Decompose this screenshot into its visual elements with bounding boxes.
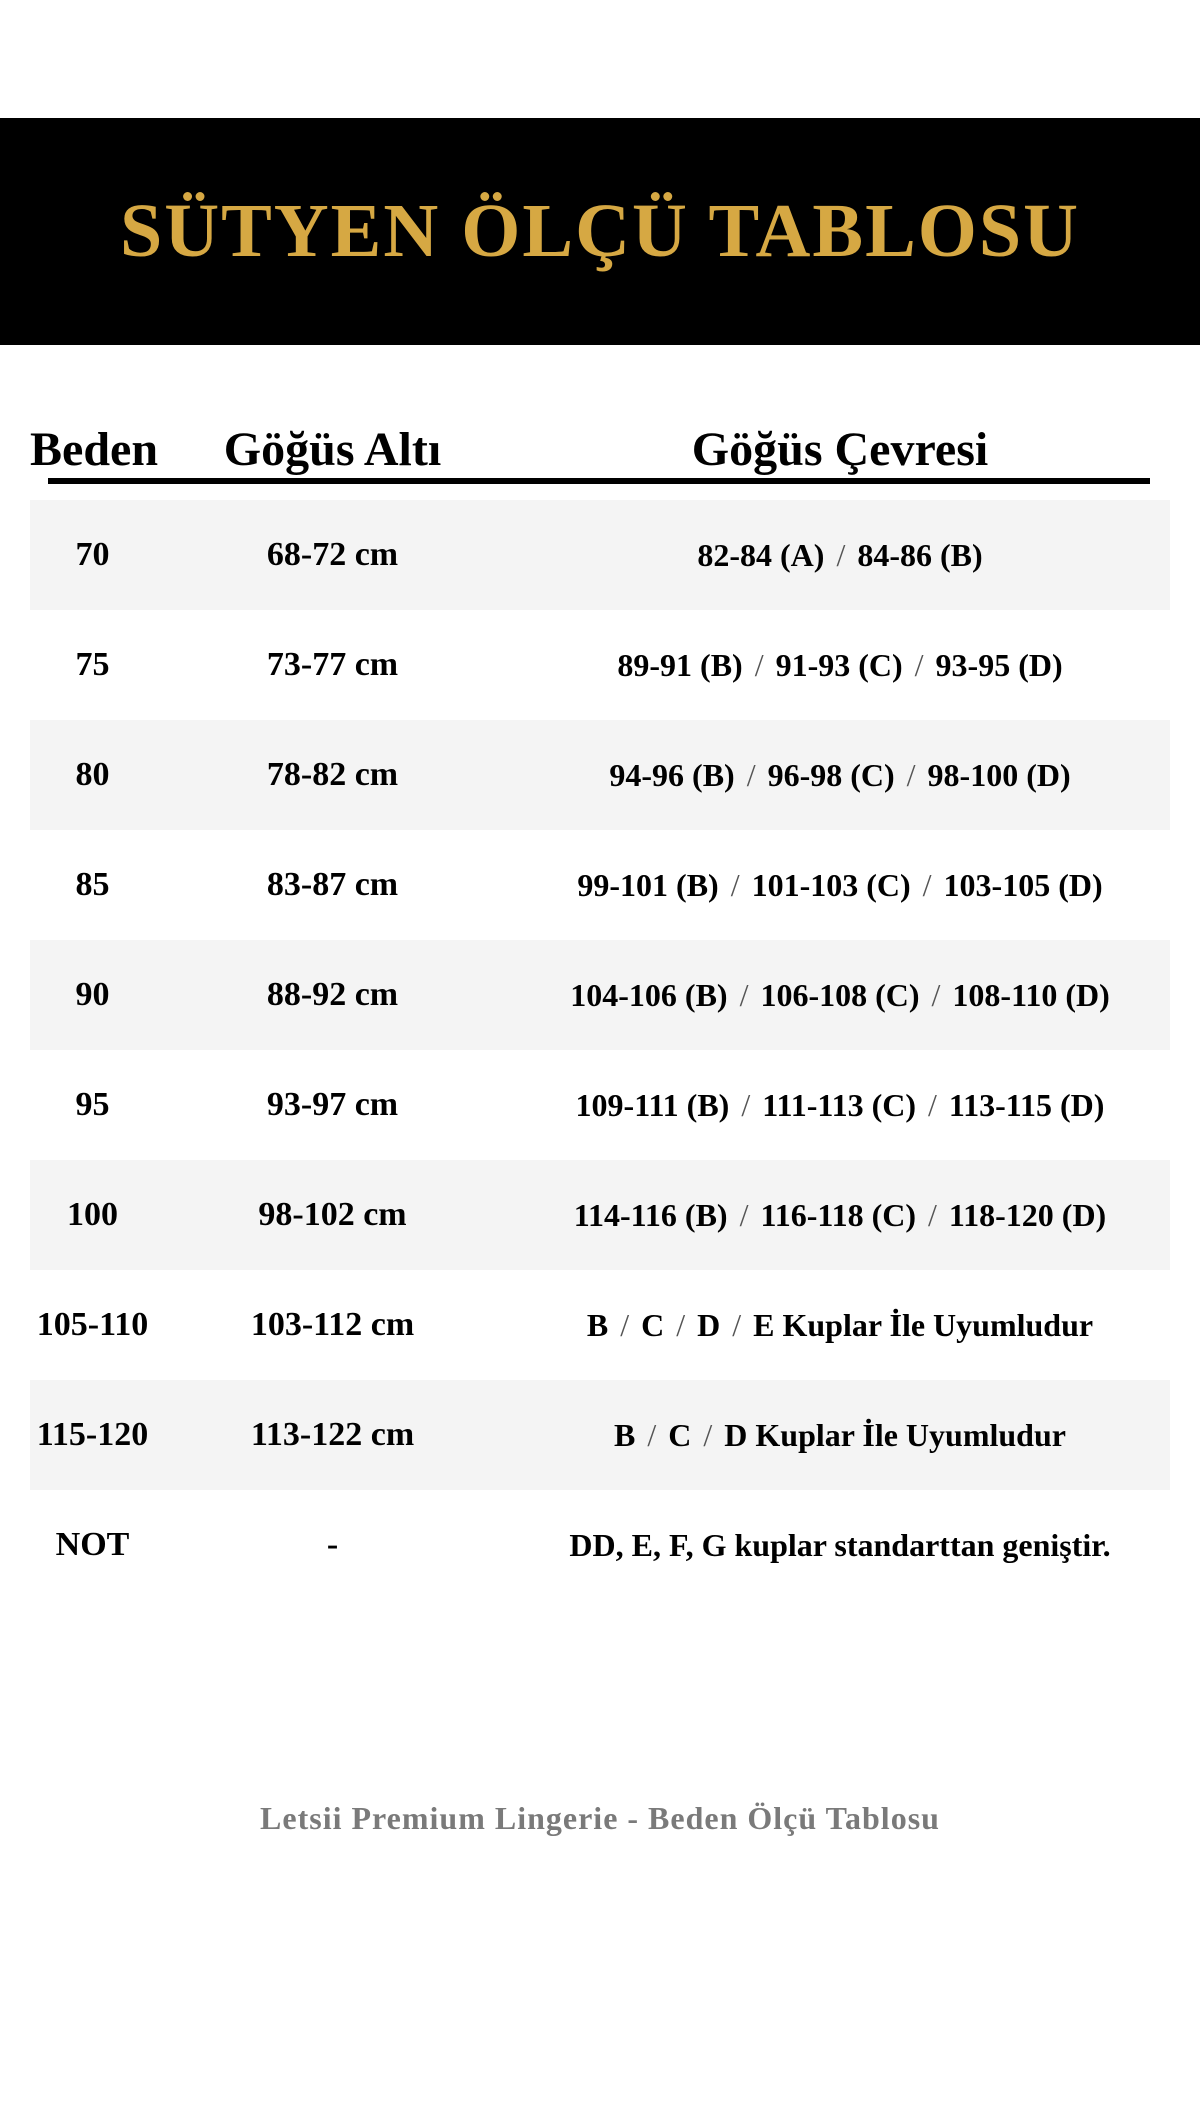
cell-text: 98-100 (D)	[927, 756, 1071, 793]
cell-gogus-alti	[155, 1086, 510, 1124]
cell-gogus-alti	[155, 1526, 510, 1564]
slash-separator: /	[730, 866, 740, 903]
slash-separator: /	[741, 1086, 751, 1123]
cell-text: 100	[67, 1196, 118, 1233]
cell-text: 93-95 (D)	[935, 646, 1063, 683]
cell-gogus-alti	[155, 866, 510, 904]
table-row	[30, 1050, 1170, 1160]
cell-text: DD, E, F, G kuplar standarttan geniştir.	[569, 1526, 1111, 1563]
slash-separator: /	[914, 646, 924, 683]
cell-text: 113-115 (D)	[948, 1086, 1105, 1123]
table-row	[30, 940, 1170, 1050]
cell-text: 103-112 cm	[250, 1306, 415, 1343]
cell-text: 75	[75, 646, 110, 683]
slash-separator: /	[739, 1196, 749, 1233]
table-header-row	[30, 420, 1170, 478]
cell-text: -	[326, 1526, 339, 1563]
cell-text: 96-98 (C)	[767, 756, 895, 793]
cell-text: 80	[75, 756, 110, 793]
cell-text: 73-77 cm	[266, 646, 399, 683]
cell-text: 118-120 (D)	[948, 1196, 1107, 1233]
cell-text: 99-101 (B)	[577, 866, 719, 903]
table-row	[30, 1380, 1170, 1490]
cell-gogus-cevresi	[510, 1087, 1170, 1124]
cell-text: 78-82 cm	[266, 756, 399, 793]
cell-text: 108-110 (D)	[952, 976, 1110, 1013]
cell-text: 82-84 (A)	[697, 536, 825, 573]
cell-text: C	[641, 1306, 665, 1343]
cell-beden	[30, 1416, 155, 1454]
cell-gogus-alti	[155, 1196, 510, 1234]
cell-text: 106-108 (C)	[760, 976, 920, 1013]
table-row	[30, 1270, 1170, 1380]
cell-gogus-alti	[155, 1416, 510, 1454]
cell-gogus-cevresi	[510, 1527, 1170, 1564]
cell-text: 94-96 (B)	[609, 756, 735, 793]
cell-text: 88-92 cm	[266, 976, 399, 1013]
cell-text: 91-93 (C)	[775, 646, 903, 683]
slash-separator: /	[647, 1416, 657, 1453]
table-row	[30, 830, 1170, 940]
slash-separator: /	[620, 1306, 630, 1343]
cell-text: 111-113 (C)	[762, 1086, 916, 1123]
cell-text: 101-103 (C)	[751, 866, 911, 903]
cell-text: 89-91 (B)	[617, 646, 743, 683]
slash-separator: /	[676, 1306, 686, 1343]
cell-text: 85	[75, 866, 110, 903]
cell-gogus-cevresi	[510, 977, 1170, 1014]
cell-text: 109-111 (B)	[575, 1086, 730, 1123]
slash-separator: /	[836, 536, 846, 573]
cell-text: 104-106 (B)	[570, 976, 728, 1013]
footer-caption: Letsii Premium Lingerie - Beden Ölçü Tablosu	[260, 1800, 940, 1836]
slash-separator: /	[931, 976, 941, 1013]
cell-text: 98-102 cm	[258, 1196, 407, 1233]
cell-text: D Kuplar İle Uyumludur	[724, 1416, 1066, 1453]
cell-text: C	[668, 1416, 692, 1453]
slash-separator: /	[906, 756, 916, 793]
cell-beden	[30, 646, 155, 684]
table-row	[30, 1160, 1170, 1270]
cell-text: 84-86 (B)	[857, 536, 983, 573]
cell-gogus-alti	[155, 536, 510, 574]
cell-gogus-alti	[155, 1306, 510, 1344]
table-row	[30, 1490, 1170, 1600]
cell-gogus-alti	[155, 756, 510, 794]
cell-beden	[30, 1526, 155, 1564]
cell-text: B	[614, 1416, 636, 1453]
cell-gogus-alti	[155, 646, 510, 684]
cell-text: D	[697, 1306, 721, 1343]
cell-text: 105-110	[36, 1306, 149, 1343]
table-row	[30, 720, 1170, 830]
slash-separator: /	[746, 756, 756, 793]
cell-beden	[30, 866, 155, 904]
table-body	[30, 500, 1170, 1600]
cell-text: 114-116 (B)	[573, 1196, 728, 1233]
cell-gogus-cevresi	[510, 867, 1170, 904]
cell-gogus-cevresi	[510, 1417, 1170, 1454]
cell-beden	[30, 976, 155, 1014]
cell-beden	[30, 1196, 155, 1234]
cell-gogus-cevresi	[510, 757, 1170, 794]
slash-separator: /	[922, 866, 932, 903]
header-divider	[48, 478, 1150, 484]
cell-text: B	[586, 1306, 609, 1343]
cell-beden	[30, 1086, 155, 1124]
cell-text: 83-87 cm	[266, 866, 399, 903]
table-row	[30, 500, 1170, 610]
cell-gogus-cevresi	[510, 1307, 1170, 1344]
cell-text: 70	[75, 536, 110, 573]
cell-gogus-cevresi	[510, 1197, 1170, 1234]
header-gogus-alti: Göğüs Altı	[223, 422, 442, 476]
page-title: SÜTYEN ÖLÇÜ TABLOSU	[119, 189, 1081, 273]
slash-separator: /	[739, 976, 749, 1013]
cell-text: 115-120	[36, 1416, 149, 1453]
cell-gogus-alti	[155, 976, 510, 1014]
cell-beden	[30, 1306, 155, 1344]
header-beden: Beden	[30, 422, 159, 476]
cell-text: E Kuplar İle Uyumludur	[753, 1306, 1094, 1343]
cell-beden	[30, 536, 155, 574]
cell-text: 90	[75, 976, 110, 1013]
slash-separator: /	[732, 1306, 742, 1343]
size-table	[30, 420, 1170, 1600]
cell-text: 68-72 cm	[266, 536, 399, 573]
title-banner	[0, 118, 1200, 345]
cell-gogus-cevresi	[510, 537, 1170, 574]
cell-text: 93-97 cm	[266, 1086, 399, 1123]
cell-beden	[30, 756, 155, 794]
slash-separator: /	[703, 1416, 713, 1453]
cell-text: 95	[75, 1086, 110, 1123]
size-chart-page	[0, 118, 1200, 1837]
slash-separator: /	[928, 1196, 937, 1233]
table-row	[30, 610, 1170, 720]
cell-text: 116-118 (C)	[760, 1196, 916, 1233]
cell-text: 113-122 cm	[250, 1416, 415, 1453]
slash-separator: /	[928, 1086, 937, 1123]
slash-separator: /	[754, 646, 764, 683]
cell-text: NOT	[55, 1526, 130, 1563]
header-gogus-cevresi: Göğüs Çevresi	[691, 422, 989, 476]
cell-text: 103-105 (D)	[943, 866, 1103, 903]
cell-gogus-cevresi	[510, 647, 1170, 684]
